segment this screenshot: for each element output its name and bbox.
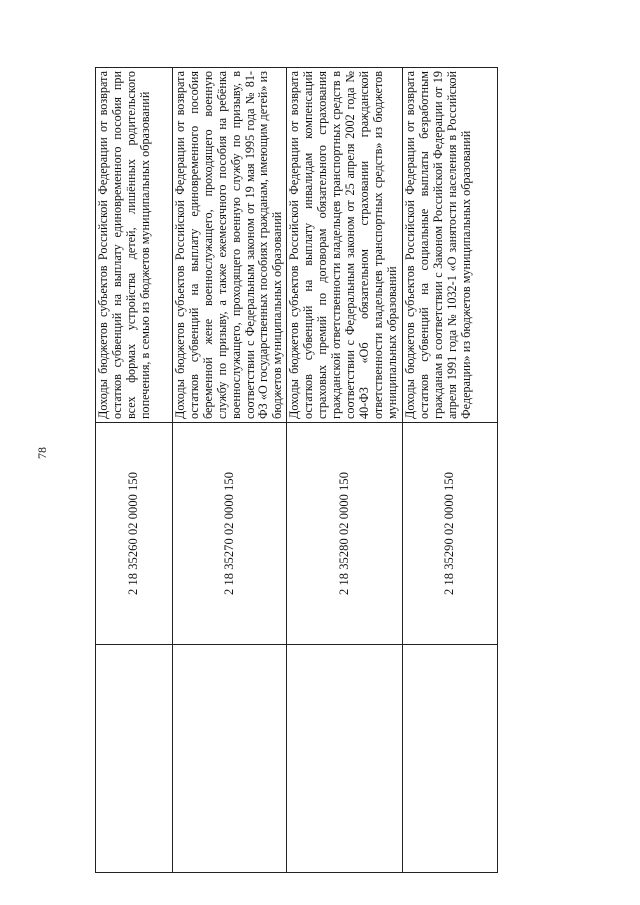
income-description: Доходы бюджетов субъектов Российской Федерации от возврата остатков субвенций на выплату инвалидам компенсаций страховых премий по договорам обязательного страхования гражданской ответственности владельцев транспортных средств в соответствии с Федеральным законом от 25 апреля 2002 года № 40-ФЗ «Об обязательном страховании гражданской ответственности владельцев транспортных средств» из бюджетов муниципальных образований: [287, 68, 403, 423]
budget-code: 2 18 35260 02 0000 150: [96, 423, 173, 645]
empty-cell: [173, 645, 287, 873]
budget-code: 2 18 35280 02 0000 150: [287, 423, 403, 645]
table-row: [173, 68, 287, 873]
table-row: [403, 68, 498, 873]
budget-code: 2 18 35290 02 0000 150: [403, 423, 498, 645]
rotated-table-container: [95, 68, 497, 873]
budget-code: 2 18 35270 02 0000 150: [173, 423, 287, 645]
empty-cell: [403, 645, 498, 873]
empty-cell: [96, 645, 173, 873]
income-description: Доходы бюджетов субъектов Российской Федерации от возврата остатков субвенций на социальные выплаты безработным гражданам в соответствии с Законом Российской Федерации от 19 апреля 1991 года № 1032-1 «О занятости населения в Российской Федерации» из бюджетов муниципальных образований: [403, 68, 498, 423]
page-number: 78: [35, 447, 49, 459]
table-row: [287, 68, 403, 873]
income-description: Доходы бюджетов субъектов Российской Федерации от возврата остатков субвенций на выплату единовременного пособия при всех формах устройства детей, лишённых родительского попечения, в семью из бюджетов муниципальных образований: [96, 68, 173, 423]
budget-codes-table: [95, 67, 498, 873]
table-row: [96, 68, 173, 873]
empty-cell: [287, 645, 403, 873]
income-description: Доходы бюджетов субъектов Российской Федерации от возврата остатков субвенций на выплату единовременного пособия беременной жене военнослужащего, проходящего военную службу по призыву, а также ежемесячного пособия на ребёнка военнослужащего, проходящего военную службу по призыву, в соответствии с Федеральным законом от 19 мая 1995 года № 81-ФЗ «О государственных пособиях гражданам, имеющим детей» из бюджетов муниципальных образований: [173, 68, 287, 423]
